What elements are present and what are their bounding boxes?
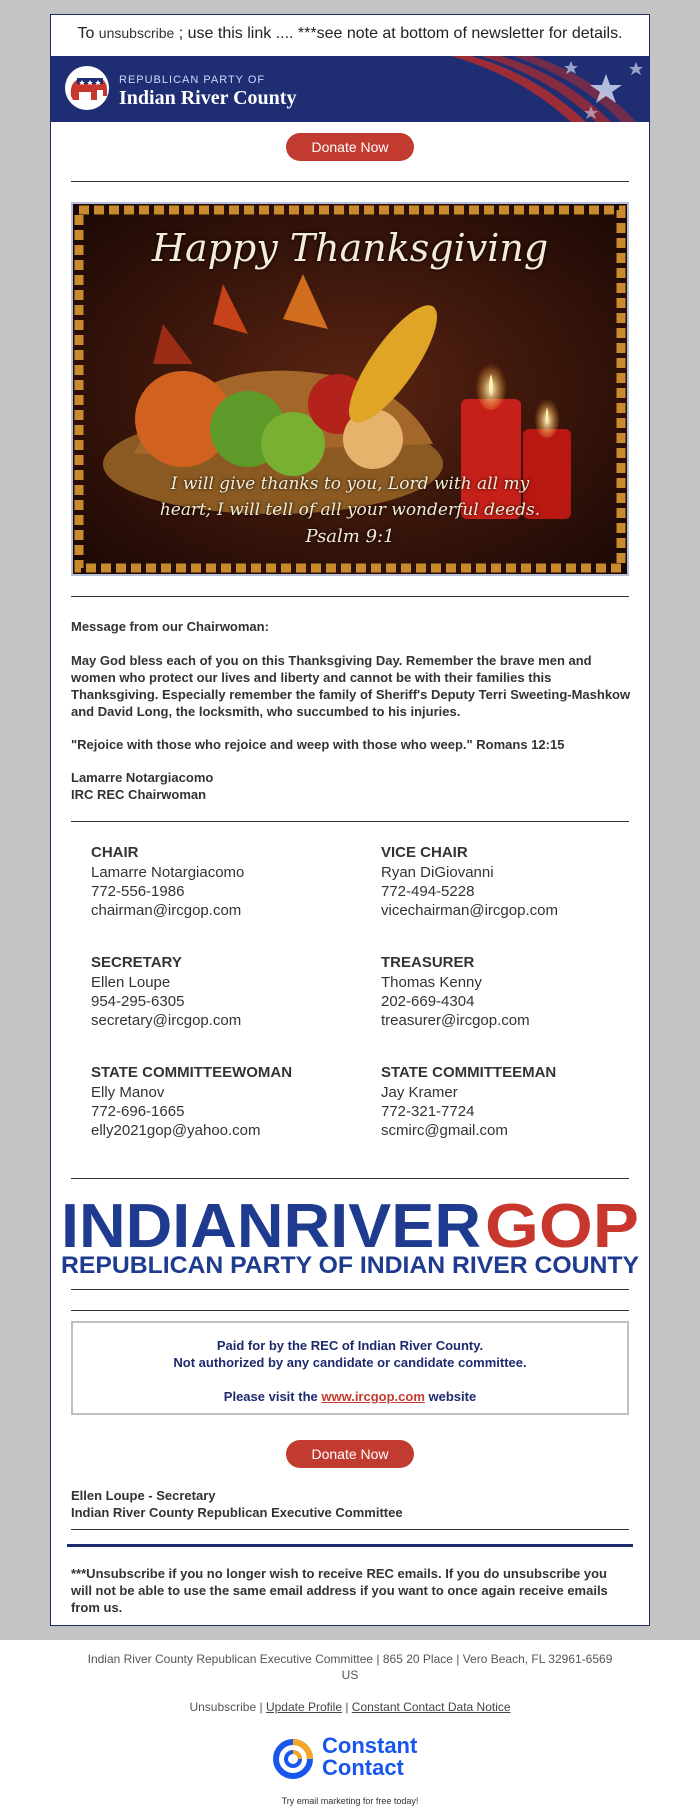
message-quote: "Rejoice with those who rejoice and weep with those who weep." Romans 12:15 [71, 737, 565, 752]
officer-title: STATE COMMITTEEWOMAN [91, 1064, 293, 1081]
logo-subtitle: REPUBLICAN PARTY OF INDIAN RIVER COUNTY [61, 1252, 639, 1275]
visit-line [73, 1389, 627, 1404]
officer-chair [91, 844, 351, 920]
divider [71, 1529, 629, 1530]
footer-separator: | [256, 1700, 266, 1714]
divider [71, 1289, 629, 1290]
header-line [51, 25, 649, 43]
cc-tagline[interactable]: Try email marketing for free today! [281, 1796, 419, 1806]
logo-word-indianriver: INDIANRIVER [61, 1193, 481, 1261]
footer-separator: | [342, 1700, 352, 1714]
donate-button-bottom[interactable]: Donate Now [286, 1440, 414, 1468]
officer-title: SECRETARY [91, 954, 182, 971]
website-link[interactable]: www.ircgop.com [321, 1389, 425, 1404]
header-suffix: ; use this link .... ***see note at bottom of newsletter for details. [174, 25, 623, 42]
data-notice-link[interactable]: Constant Contact Data Notice [351, 1700, 511, 1714]
officer-phone[interactable]: 954-295-6305 [91, 993, 185, 1010]
elephant-logo-icon [63, 66, 113, 112]
officer-phone[interactable]: 772-321-7724 [381, 1103, 475, 1120]
indian-river-gop-logo [61, 1193, 639, 1275]
visit-suffix: website [424, 1389, 477, 1404]
divider [71, 1178, 629, 1179]
footer-links [0, 1700, 700, 1714]
officer-secretary [91, 954, 351, 1030]
footer-unsubscribe-link[interactable]: Unsubscribe [189, 1700, 257, 1714]
hero-title: Happy Thanksgiving [151, 226, 549, 270]
officer-phone[interactable]: 772-696-1665 [91, 1103, 185, 1120]
visit-prefix: Please visit the [223, 1389, 322, 1404]
officer-email[interactable]: scmirc@gmail.com [381, 1122, 508, 1139]
unsubscribe-note: ***Unsubscribe if you no longer wish to receive REC emails. If you do unsubscribe you will not be able to use the same email address if you want to once again receive emails from us. [71, 1566, 608, 1615]
header-banner [51, 56, 649, 122]
banner-subtitle: REPUBLICAN PARTY OF [119, 74, 266, 86]
message-body: May God bless each of you on this Thanksgiving Day. Remember the brave men and women who protect our lives and liberty and cannot be with their families this Thanksgiving. Especially remember the family of Sheriff's Deputy Terri Sweeting-Mashkow and David Long, the locksmith, who succumbed to his injuries. [71, 653, 631, 719]
unsubscribe-link[interactable]: unsubscribe [98, 25, 175, 41]
logo-word-gop: GOP [485, 1193, 639, 1261]
footer-address: Indian River County Republican Executive Committee | 865 20 Place | Vero Beach, FL 32961-6569 US [87, 1652, 613, 1682]
divider [71, 821, 629, 822]
signature-title: IRC REC Chairwoman [71, 787, 207, 802]
constant-contact-logo-icon[interactable] [270, 1736, 316, 1782]
thick-divider [67, 1544, 633, 1547]
cc-line-2: Contact [322, 1755, 404, 1780]
paid-for-box [71, 1321, 629, 1415]
thanksgiving-image [71, 202, 629, 576]
divider [71, 596, 629, 597]
officer-phone[interactable]: 202-669-4304 [381, 993, 475, 1010]
officer-name: Elly Manov [91, 1084, 165, 1101]
officer-email[interactable]: chairman@ircgop.com [91, 902, 242, 919]
officer-name: Jay Kramer [381, 1084, 458, 1101]
officer-name: Ellen Loupe [91, 974, 171, 991]
officer-state-committeewoman [91, 1064, 351, 1140]
officer-name: Thomas Kenny [381, 974, 482, 991]
header-prefix: To [77, 25, 99, 42]
officer-name: Lamarre Notargiacomo [91, 864, 245, 881]
officer-vice-chair [381, 844, 641, 920]
divider [71, 1310, 629, 1311]
officer-title: STATE COMMITTEEMAN [381, 1064, 557, 1081]
donate-button[interactable]: Donate Now [286, 133, 414, 161]
hero-verse-line1: I will give thanks to you, Lord with all my [170, 474, 530, 494]
cc-line-1: Constant [322, 1733, 418, 1758]
update-profile-link[interactable]: Update Profile [265, 1700, 342, 1714]
divider [71, 181, 629, 182]
officer-email[interactable]: vicechairman@ircgop.com [381, 902, 558, 919]
banner-title: Indian River County [119, 87, 297, 109]
officer-phone[interactable]: 772-556-1986 [91, 883, 185, 900]
paid-line-2: Not authorized by any candidate or candidate committee. [173, 1355, 527, 1370]
officer-state-committeeman [381, 1064, 641, 1140]
constant-contact-wordmark[interactable] [322, 1735, 417, 1779]
officer-name: Ryan DiGiovanni [381, 864, 494, 881]
hero-verse-line2: heart; I will tell of all your wonderful deeds. [159, 500, 541, 520]
hero-verse-reference: Psalm 9:1 [305, 526, 395, 547]
officer-email[interactable]: treasurer@ircgop.com [381, 1012, 530, 1029]
officer-title: CHAIR [91, 844, 139, 861]
newsletter-card [50, 14, 650, 1626]
signoff-name: Ellen Loupe - Secretary [71, 1488, 216, 1503]
message-heading: Message from our Chairwoman: [71, 619, 269, 634]
officer-treasurer [381, 954, 641, 1030]
signoff-org: Indian River County Republican Executive Committee [71, 1505, 403, 1520]
officer-title: TREASURER [381, 954, 475, 971]
officer-email[interactable]: secretary@ircgop.com [91, 1012, 242, 1029]
signature-name: Lamarre Notargiacomo [71, 770, 214, 785]
officer-email[interactable]: elly2021gop@yahoo.com [91, 1122, 261, 1139]
paid-line-1: Paid for by the REC of Indian River County. [216, 1338, 484, 1353]
officer-phone[interactable]: 772-494-5228 [381, 883, 475, 900]
officer-title: VICE CHAIR [381, 844, 468, 861]
